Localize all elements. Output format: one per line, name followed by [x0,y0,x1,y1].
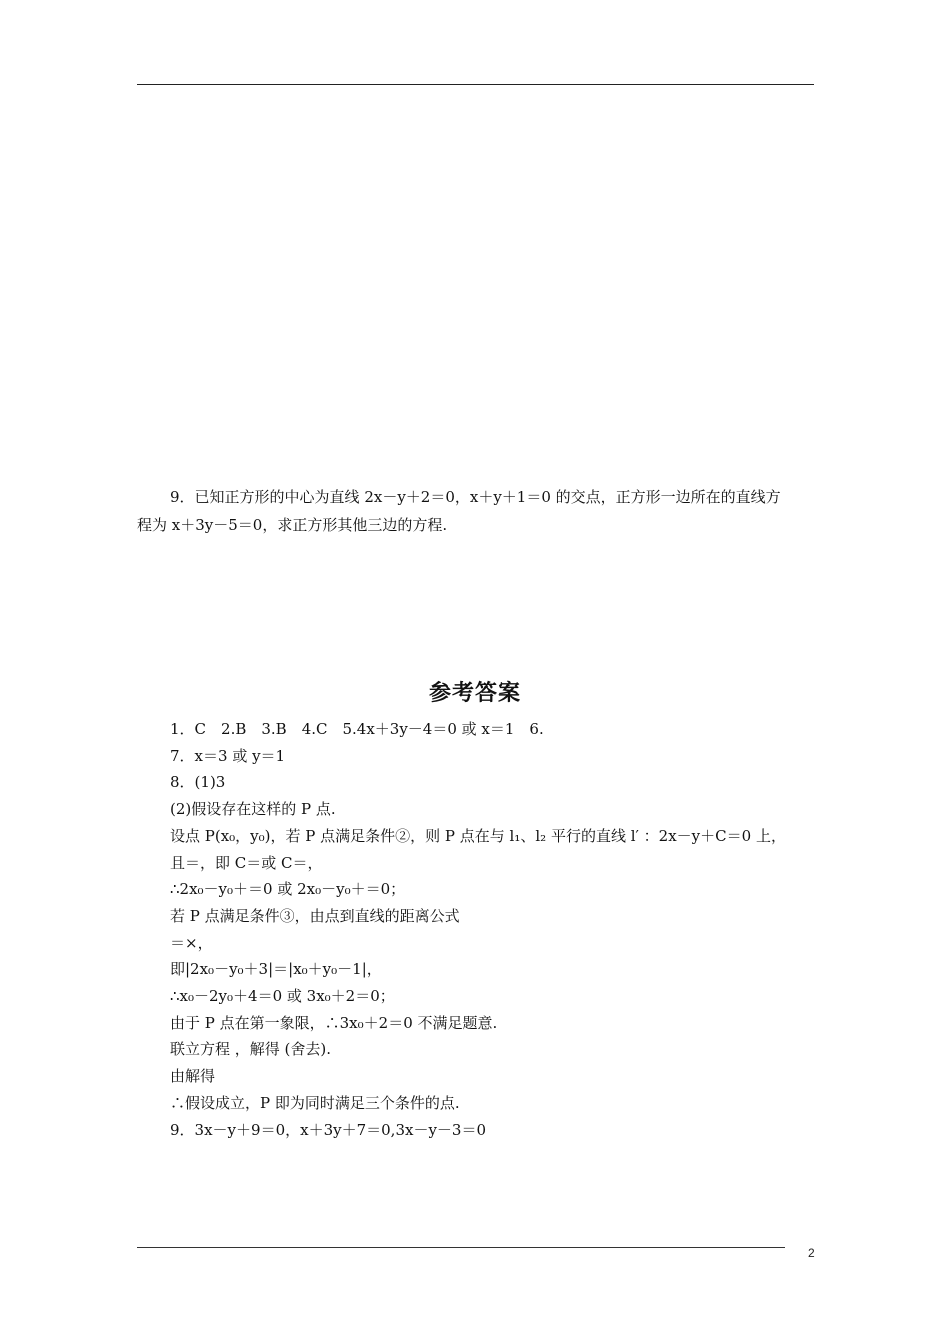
answer-line: 若 P 点满足条件③，由点到直线的距离公式 [170,906,460,925]
footer-rule [137,1247,785,1248]
answer-line: 设点 P(x₀，y₀)，若 P 点满足条件②，则 P 点在与 l₁、l₂ 平行的直线 l′ ：2x－y＋C＝0 上， [170,826,786,845]
answers-title: 参考答案 [428,680,521,706]
answer-line: 9．3x－y＋9＝0，x＋3y＋7＝0,3x－y－3＝0 [170,1120,487,1139]
header-rule [137,84,814,85]
question-9 [137,483,817,539]
answer-line: 1．C 2.B 3.B 4.C 5.4x＋3y－4＝0 或 x＝1 6. [170,720,544,738]
answer-line: 由于 P 点在第一象限，∴3x₀＋2＝0 不满足题意. [170,1013,498,1032]
answer-line: (2)假设存在这样的 P 点. [170,800,336,819]
answer-line: 由解得 [170,1067,216,1086]
answer-line: ∴2x₀－y₀＋＝0 或 2x₀－y₀＋＝0； [170,880,406,899]
answer-line: 7．x＝3 或 y＝1 [170,746,286,765]
answer-line: ∴x₀－2y₀＋4＝0 或 3x₀＋2＝0； [170,987,395,1006]
answer-line: 且＝，即 C＝或 C＝， [170,853,323,872]
answer-line: ＝×， [170,933,213,952]
answer-line: ∴假设成立，P 即为同时满足三个条件的点. [170,1093,460,1112]
answer-line: 8．(1)3 [170,773,226,792]
question-9-line-2: 程为 x＋3y－5＝0，求正方形其他三边的方程. [137,516,448,534]
page-number: 2 [808,1246,815,1260]
answer-line: 联立方程 ，解得 (舍去). [170,1040,332,1059]
question-9-line-1: 9．已知正方形的中心为直线 2x－y＋2＝0，x＋y＋1＝0 的交点，正方形一边所在的直线方 [170,488,781,506]
answer-line: 即|2x₀－y₀＋3|＝|x₀＋y₀－1|， [170,960,382,979]
answers-body [170,716,820,1143]
